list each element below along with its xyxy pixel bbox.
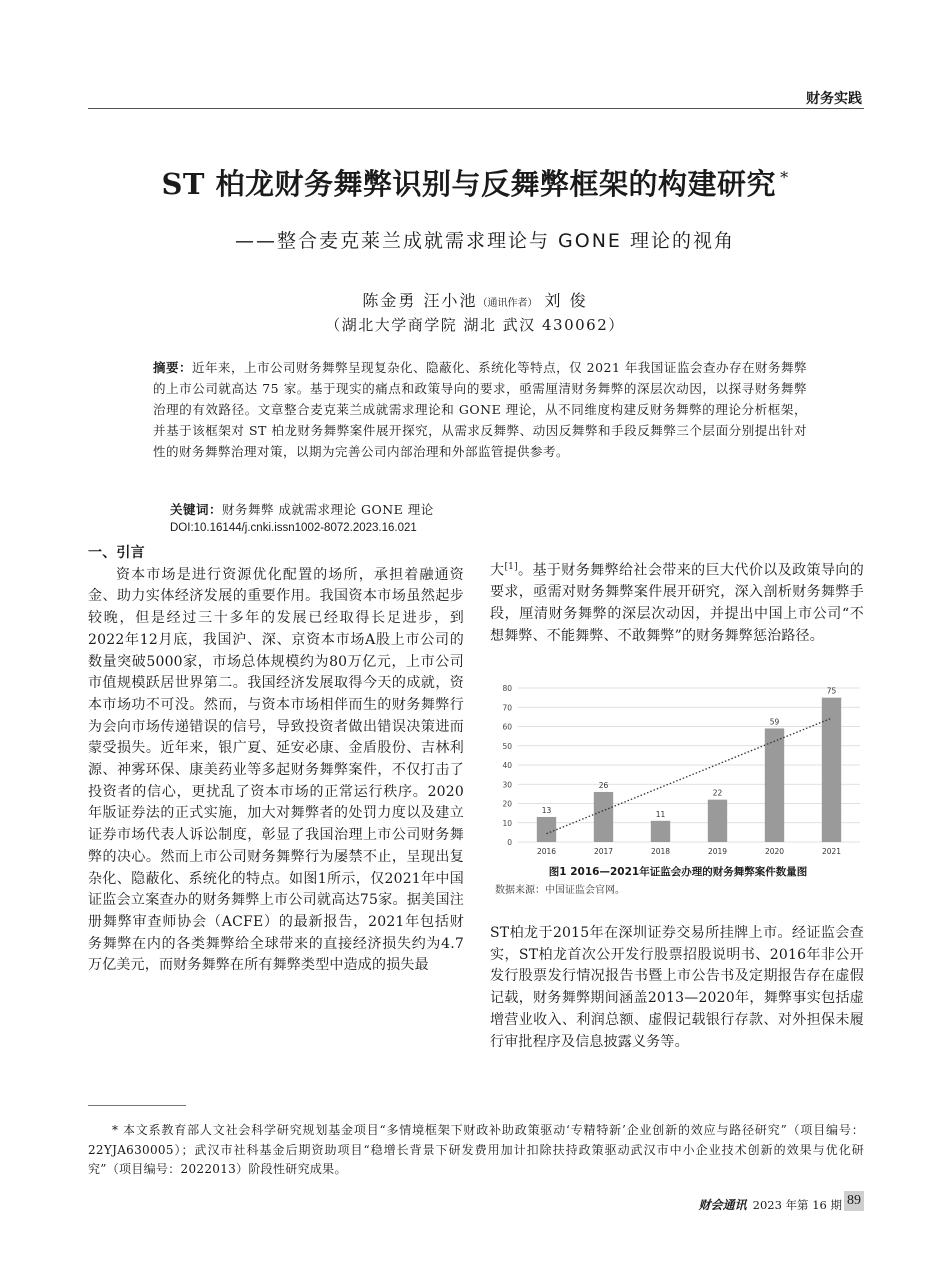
paragraph-rest: 。基于财务舞弊给社会带来的巨大代价以及政策导向的要求，亟需对财务舞弊案件展开研究，深入剖析财务舞弊手段，厘清财务舞弊的深层次动因，并提出中国上市公司“不想舞弊、不能舞弊、不敢舞弊”的财务舞弊惩治路径。 — [490, 562, 864, 644]
journal-info — [699, 1196, 842, 1213]
y-tick-label: 50 — [502, 741, 512, 751]
trendline — [547, 718, 832, 834]
y-tick-label: 0 — [507, 838, 512, 847]
footnote-rule — [88, 1105, 186, 1106]
doi[interactable]: DOI:10.16144/j.cnki.issn1002-8072.2023.16.021 — [170, 522, 417, 534]
x-tick-label: 2016 — [536, 847, 557, 856]
bar — [822, 698, 841, 842]
figure-source: 数据来源：中国证监会官网。 — [495, 885, 625, 896]
y-tick-label: 70 — [502, 703, 512, 713]
abstract — [153, 357, 807, 462]
page-number: 89 — [844, 1191, 864, 1211]
bar — [651, 821, 670, 842]
data-label: 11 — [655, 809, 666, 819]
section-heading: 一、引言 — [88, 545, 145, 561]
figure-caption: 图1 2016—2021年证监会办理的财务舞弊案件数量图 — [548, 866, 808, 878]
paragraph-continued — [490, 557, 864, 647]
corresponding-note: （通讯作者） — [477, 298, 538, 309]
paragraph-lead: 大 — [490, 562, 505, 579]
data-label: 59 — [769, 717, 780, 727]
title-main: ST 柏龙财务舞弊识别与反舞弊框架的构建研究 — [161, 167, 777, 201]
title-footnote-mark[interactable]: * — [780, 168, 789, 188]
y-tick-label: 10 — [502, 818, 512, 828]
data-label: 13 — [541, 805, 552, 815]
bar — [765, 728, 784, 842]
x-tick-label: 2019 — [707, 847, 728, 856]
bar-chart — [488, 680, 868, 860]
keywords-text: 财务舞弊 成就需求理论 GONE 理论 — [222, 502, 434, 517]
data-label: 22 — [712, 788, 723, 798]
abstract-text: 近年来，上市公司财务舞弊呈现复杂化、隐蔽化、系统化等特点，仅 2021 年我国证监会查办存在财务舞弊的上市公司就高达 75 家。基于现实的痛点和政策导向的要求，亟需厘清财务舞弊的深层次动因，以探寻财务舞弊治理的有效路径。文章整合麦克莱兰成就需求理论和 GONE 理论，从不同维度构建反财务舞弊的理论分析框架，并基于该框架对 ST 柏龙财务舞弊案件展开探究，从需求反舞弊、动因反舞弊和手段反舞弊三个层面分别提出针对性的财务舞弊治理对策，以期为完善公司内部治理和外部监管提供参考。 — [153, 360, 807, 459]
x-tick-label: 2018 — [650, 847, 671, 856]
x-tick-label: 2017 — [593, 847, 614, 856]
y-tick-label: 30 — [502, 780, 512, 790]
section-tag: 财务实践 — [806, 91, 862, 107]
y-tick-label: 60 — [502, 722, 512, 732]
y-tick-label: 80 — [502, 684, 512, 693]
author-names-2: 刘 俊 — [544, 291, 588, 310]
article-title — [60, 162, 890, 203]
author-names: 陈金勇 汪小池 — [362, 291, 478, 310]
affiliation: （湖北大学商学院 湖北 武汉 430062） — [325, 316, 625, 334]
x-tick-label: 2021 — [821, 847, 842, 856]
bar — [537, 817, 556, 842]
keywords-label: 关键词： — [170, 502, 223, 517]
left-column — [88, 543, 464, 977]
issue: 2023 年第 16 期 — [752, 1198, 842, 1212]
footnote: * 本文系教育部人文社会科学研究规划基金项目“多情境框架下财政补助政策驱动‘专精特新’企业创新的效应与路径研究”（项目编号：22YJA630005）；武汉市社科基金后期资助项目“稳增长背景下研发费用加计扣除扶持政策驱动武汉市中小企业技术创新的效果与优化研究”（项目编号：2022013）阶段性研究成果。 — [88, 1123, 864, 1176]
header-rule — [88, 108, 864, 109]
bar — [708, 800, 727, 842]
keywords — [170, 500, 434, 518]
y-tick-label: 40 — [502, 761, 512, 770]
abstract-label: 摘要： — [153, 360, 193, 375]
x-tick-label: 2020 — [764, 847, 785, 856]
paragraph: 资本市场是进行资源优化配置的场所，承担着融通资金、助力实体经济发展的重要作用。我国资本市场虽然起步较晚，但是经过三十多年的发展已经取得长足进步，到2022年12月底，我国沪、深、京资本市场A股上市公司的数量突破5000家，市场总体规模约为80万亿元，上市公司市值规模跃居世界第二。我国经济发展取得今天的成就，资本市场功不可没。然而，与资本市场相伴而生的财务舞弊行为会向市场传递错误的信号，导致投资者做出错误决策进而蒙受损失。近年来，银广夏、延安必康、金盾股份、吉林利源、神雾环保、康美药业等多起财务舞弊案件，不仅打击了投资者的信心，更扰乱了资本市场的正常运行秩序。2020年版证券法的正式实施，加大对舞弊者的处罚力度以及建立证券市场代表人诉讼制度，彰显了我国治理上市公司财务舞弊的决心。然而上市公司财务舞弊行为屡禁不止，呈现出复杂化、隐蔽化、系统化的特点。如图1所示，仅2021年中国证监会立案查办的财务舞弊上市公司就高达75家。据美国注册舞弊审查师协会（ACFE）的最新报告，2021年包括财务舞弊在内的各类舞弊给全球带来的直接经济损失约为4.7万亿美元，而财务舞弊在所有舞弊类型中造成的损失最 — [88, 566, 464, 974]
y-tick-label: 20 — [502, 799, 512, 809]
paragraph: ST柏龙于2015年在深圳证券交易所挂牌上市。经证监会查实，ST柏龙首次公开发行股票招股说明书、2016年非公开发行股票发行情况报告书暨上市公告书及定期报告存在虚假记载，财务舞弊期间涵盖2013—2020年，舞弊事实包括虚增营业收入、利润总额、虚假记载银行存款、对外担保未履行审批程序及信息披露义务等。 — [490, 925, 864, 1050]
data-label: 26 — [598, 780, 609, 790]
author-line — [60, 288, 890, 311]
citation-ref[interactable]: [1] — [504, 562, 518, 572]
right-column-top — [490, 543, 864, 661]
bar — [594, 792, 613, 842]
journal-name: 财会通讯 — [698, 1198, 747, 1212]
right-column-bottom — [490, 909, 864, 1067]
data-label: 75 — [826, 686, 837, 696]
article-subtitle: ——整合麦克莱兰成就需求理论与 GONE 理论的视角 — [235, 230, 735, 252]
